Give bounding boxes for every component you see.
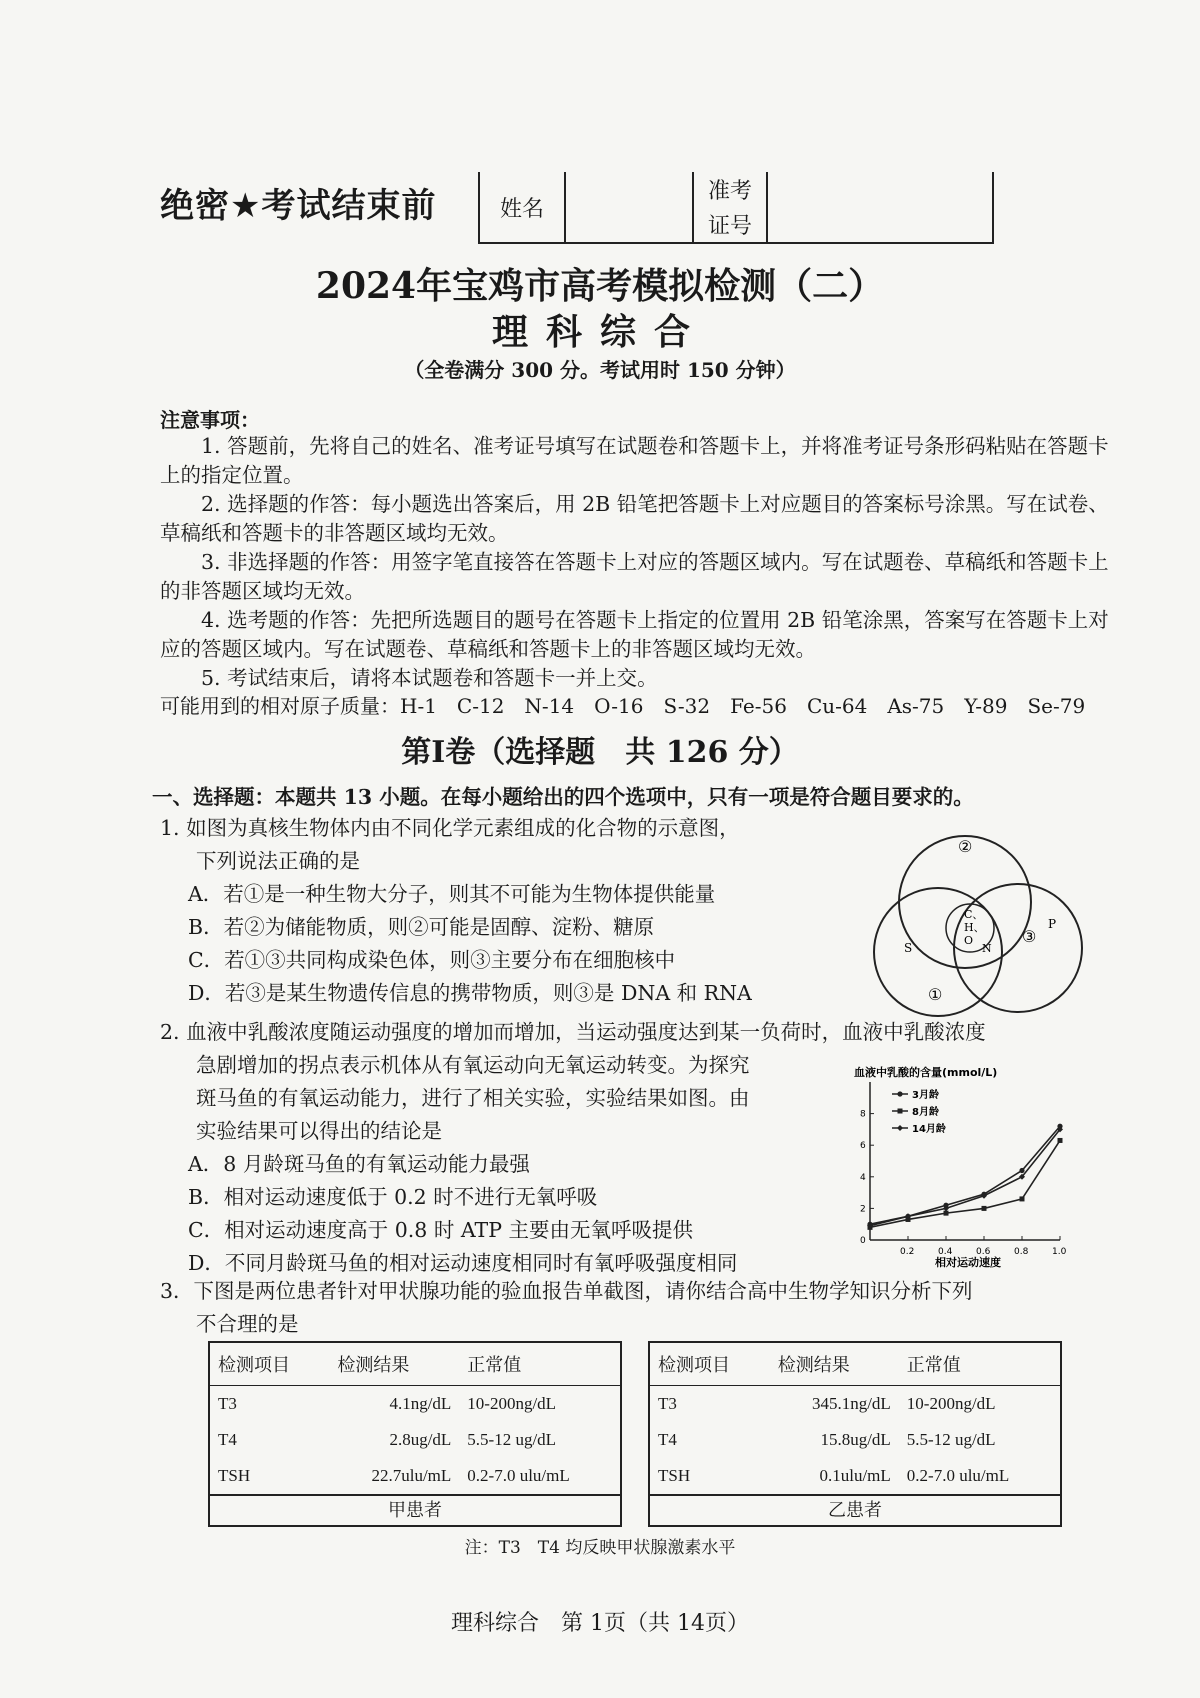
report-note: 注：T3 T4 均反映甲状腺激素水平	[464, 1538, 736, 1558]
y-tick-label: 0	[860, 1236, 866, 1246]
cell-result: 345.1ng/dL	[811, 1394, 891, 1413]
y-tick-label: 4	[860, 1172, 866, 1183]
q2-stem-line: 急剧增加的拐点表示机体从有氧运动向无氧运动转变。为探究	[196, 1053, 750, 1077]
legend-marker	[897, 1091, 902, 1096]
series-line	[870, 1140, 1060, 1227]
report-patient-b	[648, 1341, 1062, 1527]
venn-label-3: ③	[1022, 927, 1037, 946]
cell-result: 4.1ng/dL	[389, 1394, 452, 1413]
cell-normal: 5.5-12 ug/dL	[906, 1430, 996, 1449]
venn-label-n: N	[982, 942, 992, 955]
venn-center-h: H、	[964, 921, 985, 934]
cell-item: TSH	[218, 1466, 251, 1485]
q2-stem: 2. 血液中乳酸浓度随运动强度的增加而增加，当运动强度达到某一负荷时，血液中乳酸浓度	[160, 1020, 986, 1044]
legend-marker	[898, 1109, 903, 1114]
x-tick-label: 0.2	[900, 1247, 915, 1257]
confidential-mark: 绝密★考试结束前	[160, 186, 437, 226]
question-3	[160, 1275, 1110, 1341]
cell-item: T4	[218, 1430, 237, 1449]
x-tick-label: 0.8	[1014, 1247, 1029, 1257]
q2-stem-line: 实验结果可以得出的结论是	[196, 1119, 442, 1143]
col-header-normal: 正常值	[899, 1343, 1060, 1386]
col-header-result: 检测结果	[329, 1343, 459, 1386]
q2-option-a: A．8 月龄斑马鱼的有氧运动能力最强	[188, 1152, 530, 1176]
cell-normal: 0.2-7.0 ulu/mL	[467, 1466, 570, 1485]
data-point	[1019, 1168, 1024, 1173]
cell-item: TSH	[658, 1466, 691, 1485]
q1-option-d: D．若③是某生物遗传信息的携带物质，则③是 DNA 和 RNA	[188, 981, 752, 1005]
q3-stem: 3．下图是两位患者针对甲状腺功能的验血报告单截图，请你结合高中生物学知识分析下列	[160, 1279, 973, 1303]
venn-center-o: O	[964, 934, 974, 947]
venn-label-s: S	[904, 941, 913, 955]
y-tick-label: 6	[860, 1141, 866, 1152]
cell-result: 15.8ug/dL	[820, 1430, 891, 1449]
col-header-normal: 正常值	[459, 1343, 620, 1386]
series-line	[870, 1126, 1060, 1224]
y-tick-label: 2	[860, 1204, 866, 1215]
note-item: 4. 选考题的作答：先把所选题目的题号在答题卡上指定的位置用 2B 铅笔涂黑，答案写在答题卡上对应的答题区域内。写在试题卷、草稿纸和答题卡上的非答题区域均无效。	[160, 608, 1109, 661]
cell-normal: 10-200ng/dL	[467, 1394, 557, 1413]
table-row	[210, 1458, 620, 1494]
student-info-box	[478, 172, 994, 244]
cell-item: T4	[658, 1430, 677, 1449]
cell-result: 22.7ulu/mL	[371, 1466, 452, 1485]
notes-list	[160, 432, 1110, 693]
name-field[interactable]	[566, 172, 694, 242]
q1-option-b: B．若②为储能物质，则②可能是固醇、淀粉、糖原	[188, 915, 655, 939]
col-header-item: 检测项目	[650, 1343, 770, 1386]
note-item: 1. 答题前，先将自己的姓名、准考证号填写在试题卷和答题卡上，并将准考证号条形码粘贴在答题卡上的指定位置。	[160, 434, 1109, 487]
question-1	[160, 812, 860, 1010]
cell-item: T3	[218, 1394, 237, 1413]
q2-stem-line: 斑马鱼的有氧运动能力，进行了相关实验，实验结果如图。由	[196, 1086, 750, 1110]
exam-id-label-line1: 准考	[707, 179, 752, 204]
q1-option-a: A．若①是一种生物大分子，则其不可能为生物体提供能量	[188, 882, 716, 906]
cell-item: T3	[658, 1394, 677, 1413]
table-row	[650, 1422, 1060, 1458]
exam-info: （全卷满分 300 分。考试用时 150 分钟）	[404, 358, 796, 382]
report-patient-a	[208, 1341, 622, 1527]
x-tick-label: 0.6	[976, 1247, 991, 1257]
cell-result: 0.1ulu/mL	[819, 1466, 891, 1485]
note-item: 3. 非选择题的作答：用签字笔直接答在答题卡上对应的答题区域内。写在试题卷、草稿纸和答题卡上的非答题区域均无效。	[160, 550, 1109, 603]
exam-id-label-line2: 证号	[707, 214, 752, 239]
q2-option-d: D．不同月龄斑马鱼的相对运动速度相同时有氧呼吸强度相同	[188, 1251, 738, 1275]
legend-label: 8月龄	[912, 1107, 939, 1118]
table-row	[650, 1458, 1060, 1494]
note-item: 5. 考试结束后，请将本试题卷和答题卡一并上交。	[201, 666, 658, 690]
q2-option-b: B．相对运动速度低于 0.2 时不进行无氧呼吸	[188, 1185, 598, 1209]
cell-normal: 5.5-12 ug/dL	[467, 1430, 557, 1449]
q1-stem-2: 下列说法正确的是	[196, 849, 360, 873]
table-row	[210, 1386, 620, 1423]
q1-option-c: C．若①③共同构成染色体，则③主要分布在细胞核中	[188, 948, 676, 972]
patient-a-label: 甲患者	[210, 1494, 620, 1524]
lactate-chart	[840, 1060, 1100, 1270]
chart-xlabel: 相对运动速度	[935, 1256, 1001, 1269]
cell-normal: 0.2-7.0 ulu/mL	[906, 1466, 1010, 1485]
data-point	[1058, 1138, 1063, 1143]
part-heading: 一、选择题：本题共 13 小题。在每小题给出的四个选项中，只有一项是符合题目要求的。	[152, 785, 974, 809]
venn-circle-3	[954, 884, 1082, 1012]
venn-diagram	[870, 830, 1130, 1020]
data-point	[982, 1206, 987, 1211]
section-title: 第Ⅰ卷（选择题 共 126 分）	[401, 735, 799, 770]
exam-id-field[interactable]	[768, 172, 992, 242]
table-row	[650, 1386, 1060, 1423]
cell-result: 2.8ug/dL	[389, 1430, 452, 1449]
legend-label: 3月龄	[912, 1090, 939, 1101]
data-point	[1020, 1196, 1025, 1201]
venn-label-p: P	[1048, 917, 1057, 931]
notes-heading: 注意事项：	[160, 408, 260, 432]
y-tick-label: 8	[860, 1109, 866, 1120]
col-header-item: 检测项目	[210, 1343, 329, 1386]
note-item: 2. 选择题的作答：每小题选出答案后，用 2B 铅笔把答题卡上对应题目的答案标号涂黑。写在试卷、草稿纸和答题卡的非答题区域均无效。	[160, 492, 1109, 545]
q2-option-c: C．相对运动速度高于 0.8 时 ATP 主要由无氧呼吸提供	[188, 1218, 694, 1242]
atomic-masses: 可能用到的相对原子质量：H-1 C-12 N-14 O-16 S-32 Fe-56 Cu-64 As-75 Y-89 Se-79	[160, 694, 1086, 718]
venn-label-1: ①	[928, 985, 943, 1004]
q3-stem-2: 不合理的是	[196, 1312, 299, 1336]
venn-label-2: ②	[958, 837, 973, 856]
cell-normal: 10-200ng/dL	[906, 1394, 996, 1413]
x-tick-label: 0.4	[938, 1247, 953, 1257]
venn-center-c: C、	[964, 908, 984, 921]
q1-stem: 1. 如图为真核生物体内由不同化学元素组成的化合物的示意图，	[160, 816, 740, 840]
exam-id-label	[694, 172, 768, 242]
col-header-result: 检测结果	[770, 1343, 899, 1386]
name-label: 姓名	[480, 172, 566, 242]
subject-title: 理科综合	[491, 311, 708, 353]
chart-ylabel: 血液中乳酸的含量(mmol/L)	[854, 1066, 998, 1079]
page-footer: 理科综合 第 1页（共 14页）	[451, 1611, 749, 1636]
legend-label: 14月龄	[912, 1124, 946, 1135]
x-tick-label: 1.0	[1052, 1247, 1067, 1257]
table-row	[210, 1422, 620, 1458]
exam-title: 2024年宝鸡市高考模拟检测（二）	[315, 265, 885, 307]
legend-marker	[897, 1125, 903, 1131]
patient-b-label: 乙患者	[650, 1494, 1060, 1524]
